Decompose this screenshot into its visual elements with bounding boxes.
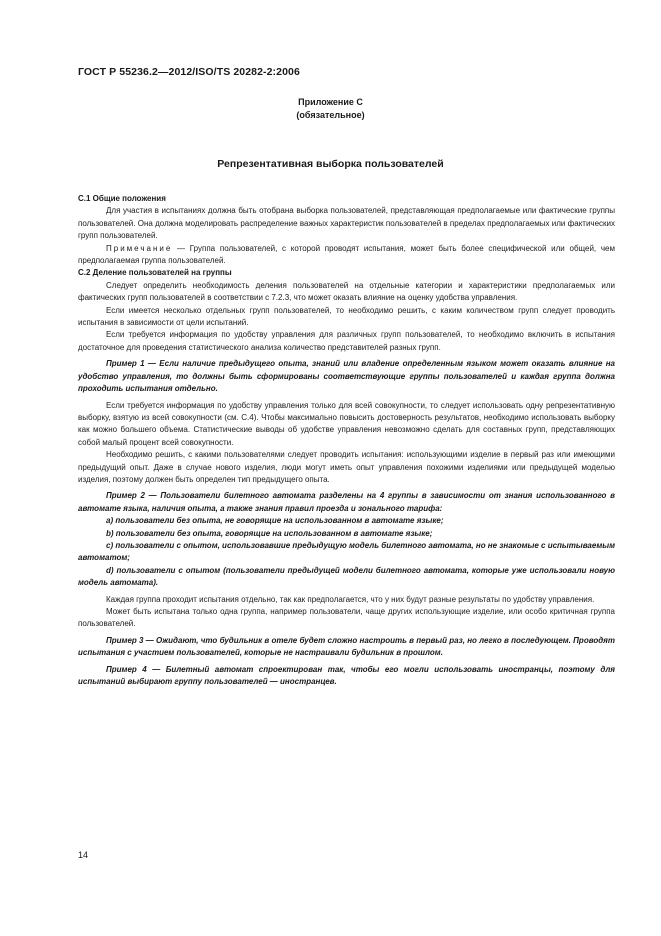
example-2-intro: Пример 2 — Пользователи билетного автомата разделены на 4 группы в зависимости от знания использованного в автомате языка, наличия опыта, а также знания правил проезда и зонального тарифа:: [78, 491, 615, 513]
paragraph: Если требуется информация по удобству управления для различных групп пользователей, то необходимо включить в испытания достаточное для проведения статистического анализа количество представителей разных групп.: [78, 330, 615, 352]
page-number: 14: [78, 850, 89, 860]
annex-label: Приложение С: [298, 97, 363, 107]
example-2-item-b: b) пользователи без опыта, говорящие на использованном в автомате языке;: [106, 528, 433, 538]
example-4: Пример 4 — Билетный автомат спроектирован так, чтобы его могли использовать иностранцы, поэтому для испытаний выбирают группу пользователей — иностранцев.: [78, 664, 615, 687]
note-paragraph: [78, 243, 615, 268]
section-heading-c1: С.1 Общие положения: [78, 194, 166, 203]
annex-status: (обязательное): [296, 110, 365, 120]
example-3: Пример 3 — Ожидают, что будильник в отеле будет сложно настроить в первый раз, но легко в последующем. Проводят испытания с участием пользователей, которые не настраивали будильник в прошлом.: [78, 635, 615, 658]
section-heading-c2: С.2 Деление пользователей на группы: [78, 268, 232, 278]
paragraph: Если имеется несколько отдельных групп пользователей, то необходимо решить, с каким количеством групп следует проводить испытания в зависимости от цели испытаний.: [78, 305, 615, 328]
paragraph: Если требуется информация по удобству управления только для всей совокупности, то следует использовать одну репрезентативную выборку, взятую из всей совокупности (см. С.4). Чтобы максимально повысить достоверность результатов, необходимо использовать выборку как можно большего объема. Статистические выводы об удобстве управления невозможно сделать для составных групп, представляющих собой малый процент всей совокупности.: [78, 400, 615, 447]
paragraph: Каждая группа проходит испытания отдельно, так как предполагается, что у них будут разные результаты по удобству управления.: [106, 594, 595, 604]
document-header: ГОСТ Р 55236.2—2012/ISO/TS 20282-2:2006: [78, 66, 300, 78]
document-body: [78, 193, 615, 688]
note-text: — Группа пользователей, с которой проводят испытания, может быть более специфической или общей, чем предполагаемая группа пользователей.: [78, 243, 615, 266]
paragraph: Может быть испытана только одна группа, например пользователи, чаще других использующие изделие, или особо критичная группа пользователей.: [78, 607, 615, 629]
example-1: Пример 1 — Если наличие предыдущего опыта, знаний или владение определенным языком может оказать влияние на удобство управления, то должны быть сформированы соответствующие группы пользователей и каждая группа должна проходить испытания отдельно.: [78, 359, 615, 394]
example-2-item-a: a) пользователи без опыта, не говорящие на использованном в автомате языке;: [106, 516, 444, 526]
paragraph: Следует определить необходимость деления пользователей на отдельные категории и характеристики предполагаемых или фактических групп пользователей в соответствии с 7.2.3, что может оказать влияние на оценку удобства управления.: [78, 280, 615, 303]
note-label: Примечание: [106, 243, 173, 253]
page-title: Репрезентативная выборка пользователей: [217, 158, 444, 170]
paragraph: Для участия в испытаниях должна быть отобрана выборка пользователей, представляющая предполагаемые или фактические группы пользователей. Она должна моделировать распределение важных характеристик пользователей в пределах предполагаемых или фактических групп пользователей.: [78, 206, 615, 241]
example-2-item-d: d) пользователи с опытом (пользователи предыдущей модели билетного автомата, которые уже использовали новую модель автомата).: [78, 565, 615, 588]
paragraph: Необходимо решить, с какими пользователями следует проводить испытания: использующими изделие в первый раз или имеющими предыдущий опыт. Даже в случае нового изделия, люди могут иметь опыт управления похожими изделиями или предыдущей моделью изделия, поэтому должен быть определен тип предыдущего опыта.: [78, 450, 615, 484]
example-2-item-c: c) пользователи с опытом, использовавшие предыдущую модель билетного автомата, но не знакомые с испытываемым автоматом;: [78, 540, 615, 563]
